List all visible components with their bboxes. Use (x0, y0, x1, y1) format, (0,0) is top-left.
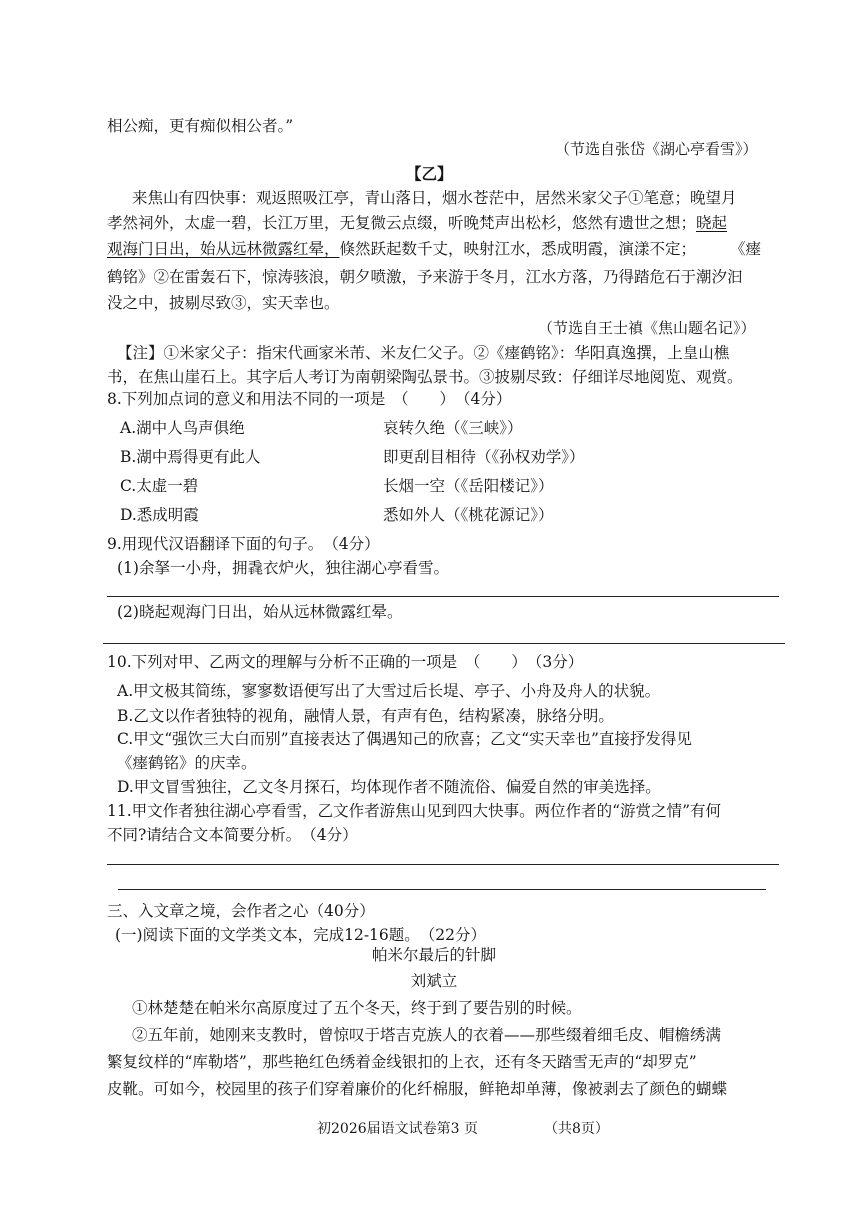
section-3-subheading: (一)阅读下面的文学类文本，完成12-16题。 （22分） (115, 926, 487, 944)
yi-line-3-end: 《瘗 (730, 240, 762, 258)
q10-option-d: D.甲文冒雪独往，乙文冬月探石，均体现作者不随流俗、偏爱自然的审美选择。 (117, 778, 661, 796)
yi-source: （节选自王士禛《焦山题名记》） (538, 319, 756, 337)
jia-last-line: 相公痴，更有痴似相公者。” (107, 117, 294, 135)
yi-heading: 【乙】 (406, 164, 453, 183)
paragraph-1: ①林楚楚在帕米尔高原度过了五个冬天，终于到了要告别的时候。 (132, 999, 582, 1017)
yi-line-3-underlined: 观海门日出，始从远林微露红晕， (107, 240, 340, 258)
yi-line-3-text: 倏然跃起数千丈，映射江水，悉成明霞，演漾不定； (339, 240, 697, 258)
paragraph-2-line-1: ②五年前，她刚来支教时，曾惊叹于塔吉克族人的衣着——那些缀着细毛皮、帽檐绣满 (132, 1026, 722, 1044)
q8-option-b-right: 即更刮目相待（《孙权劝学》） (383, 448, 585, 466)
q8-option-d-left: D.悉成明霞 (120, 506, 199, 524)
article-author: 刘斌立 (410, 972, 458, 990)
answer-line (107, 864, 779, 865)
yi-line-2-text: 孝然祠外，太虚一碧，长江万里，无复微云点缀，听晚梵声出松杉，悠然有遗世之想； (107, 214, 697, 232)
q8-stem: 8.下列加点词的意义和用法不同的一项是 （ ） （4分） (107, 390, 512, 408)
yi-line-2-underlined: 晓起 (696, 214, 728, 232)
yi-line-1: 来焦山有四快事：观返照吸江亭，青山落日，烟水苍茫中，居然米家父子①笔意；晚望月 (132, 189, 737, 207)
section-3-heading: 三、入文章之境，会作者之心（40分） (107, 902, 375, 920)
q8-option-c-right: 长烟一空（《岳阳楼记》） (383, 477, 554, 495)
q11-line-1: 11.甲文作者独往湖心亭看雪，乙文作者游焦山见到四大快事。两位作者的“游赏之情”有何 (107, 802, 722, 820)
answer-line (118, 889, 766, 890)
notes-line-1: 【注】①米家父子：指宋代画家米芾、米友仁父子。②《瘗鹤铭》：华阳真逸撰，上皇山樵 (117, 344, 730, 362)
q8-option-a-right: 哀转久绝（《三峡》） (383, 419, 523, 437)
q8-option-d-right: 悉如外人（《桃花源记》） (383, 506, 554, 524)
q10-stem: 10.下列对甲、乙两文的理解与分析不正确的一项是 （ ） （3分） (107, 653, 584, 671)
yi-line-3 (107, 238, 696, 260)
article-title: 帕米尔最后的针脚 (371, 946, 496, 964)
q10-option-c-line-2: 《瘗鹤铭》的庆幸。 (117, 754, 257, 772)
answer-line (103, 643, 785, 644)
yi-line-4: 鹤铭》②在雷轰石下，惊涛骇浪，朝夕喷激，予来游于冬月，江水方落，乃得踏危石于潮汐汩 (107, 268, 743, 286)
yi-line-5: 没之中，披剔尽致③，实天幸也。 (107, 294, 340, 312)
jia-source: （节选自张岱《湖心亭看雪》） (555, 140, 758, 158)
q8-option-a-left: A.湖中人鸟声俱绝 (120, 419, 245, 437)
q10-option-b: B.乙文以作者独特的视角，融情人景，有声有色，结构紧凑，脉络分明。 (117, 707, 614, 725)
answer-line (107, 596, 779, 597)
q11-line-2: 不同?请结合文本简要分析。 （4分） (107, 826, 358, 844)
notes-line-2: 书，在焦山崖石上。其字后人考订为南朝梁陶弘景书。③披剔尽致：仔细详尽地阅览、观赏。 (107, 368, 743, 386)
q9-stem: 9.用现代汉语翻译下面的句子。 （4分） (107, 535, 380, 553)
footer-total-pages: （共8页） (544, 1121, 609, 1137)
yi-line-2 (107, 212, 727, 234)
q8-option-b-left: B.湖中焉得更有此人 (120, 448, 261, 466)
paragraph-2-line-3: 皮靴。可如今，校园里的孩子们穿着廉价的化纤棉服，鲜艳却单薄，像被剥去了颜色的蝴蝶 (107, 1080, 728, 1098)
q8-option-c-left: C.太虚一碧 (120, 477, 199, 495)
q10-option-a: A.甲文极其简练，寥寥数语便写出了大雪过后长堤、亭子、小舟及舟人的状貌。 (117, 682, 661, 700)
q9-sentence-1: (1)余拏一小舟，拥毳衣炉火，独往湖心亭看雪。 (117, 559, 449, 577)
footer-page-label: 初2026届语文试卷第3 页 (317, 1121, 478, 1137)
q10-option-c-line-1: C.甲文“强饮三大白而别”直接表达了偶遇知己的欣喜；乙文“实天幸也”直接抒发得见 (117, 730, 692, 748)
paragraph-2-line-2: 繁复纹样的“库勒塔”，那些艳红色绣着金线银扣的上衣，还有冬天踏雪无声的“却罗克” (107, 1053, 697, 1071)
q9-sentence-2: (2)晓起观海门日出，始从远林微露红晕。 (117, 603, 403, 621)
